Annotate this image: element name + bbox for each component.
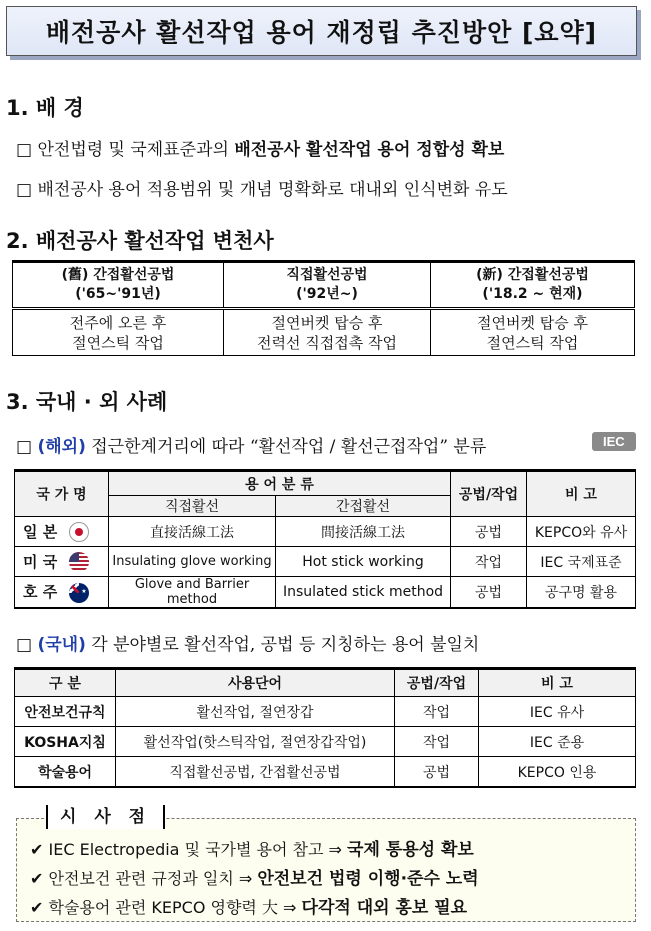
history-col-2-head: 직접활선공법 ('92년~) — [224, 262, 431, 309]
word-cell: 활선작업(핫스틱작업, 절연장갑작업) — [116, 727, 395, 757]
direct-term: Insulating glove working — [109, 547, 276, 577]
section-2-heading: 2. 배전공사 활선작업 변천사 — [6, 229, 274, 253]
domestic-text: 각 분야별로 활선작업, 공법 등 지칭하는 용어 불일치 — [85, 635, 480, 655]
history-col-1-body: 전주에 오른 후 절연스틱 작업 — [13, 309, 224, 356]
document-title: 배전공사 활선작업 용어 재정립 추진방안 [요약] — [45, 18, 598, 47]
header-direct: 직접활선 — [109, 496, 276, 517]
implication-bold: 다각적 대외 홍보 필요 — [301, 898, 468, 918]
history-col-2-body: 절연버켓 탑승 후 전력선 직접접촉 작업 — [224, 309, 431, 356]
header-method: 공법/작업 — [451, 471, 527, 517]
overseas-text: 접근한계거리에 따라 “활선작업 / 활선근접작업” 분류 — [85, 437, 487, 457]
note-cell: IEC 국제표준 — [527, 547, 636, 577]
word-cell: 직접활선공법, 간접활선공법 — [116, 757, 395, 788]
note-cell: KEPCO와 유사 — [527, 517, 636, 547]
domestic-table — [14, 667, 636, 788]
method-cell: 공법 — [395, 757, 479, 788]
method-cell: 공법 — [451, 517, 527, 547]
implication-text: IEC Electropedia 및 국가별 용어 참고 ⇒ — [48, 840, 348, 859]
header-country: 국 가 명 — [15, 471, 109, 517]
indirect-term: 間接活線工法 — [276, 517, 451, 547]
header-used-word: 사용단어 — [116, 669, 395, 697]
overseas-table — [14, 469, 636, 609]
domestic-bullet — [16, 630, 479, 655]
note-cell: IEC 유사 — [479, 697, 636, 727]
table-row — [15, 547, 636, 577]
direct-term: 直接活線工法 — [109, 517, 276, 547]
header-method: 공법/작업 — [395, 669, 479, 697]
header-indirect: 간접활선 — [276, 496, 451, 517]
table-row — [15, 577, 636, 609]
direct-term: Glove and Barrier method — [109, 577, 276, 609]
history-table — [12, 260, 635, 356]
check-icon: ✔ — [30, 840, 44, 859]
implication-item — [30, 893, 467, 918]
note-cell: 공구명 활용 — [527, 577, 636, 609]
category-cell: 안전보건규칙 — [15, 697, 116, 727]
implication-item — [30, 864, 479, 889]
country-name: 호 주 — [23, 583, 58, 602]
header-term-classification: 용 어 분 류 — [109, 471, 451, 496]
section-3-heading: 3. 국내 · 외 사례 — [6, 390, 168, 414]
section-1-bullet-2 — [16, 175, 508, 200]
note-cell: IEC 준용 — [479, 727, 636, 757]
domestic-tag: (국내) — [37, 635, 86, 655]
word-cell: 활선작업, 절연장갑 — [116, 697, 395, 727]
implication-bold: 국제 통용성 확보 — [347, 840, 474, 860]
table-row — [15, 697, 636, 727]
method-cell: 공법 — [451, 577, 527, 609]
header-note: 비 고 — [527, 471, 636, 517]
category-cell: KOSHA지침 — [15, 727, 116, 757]
implication-item — [30, 835, 474, 860]
overseas-bullet — [16, 432, 486, 457]
country-name: 미 국 — [23, 552, 58, 571]
iec-badge: IEC — [592, 432, 636, 451]
note-cell: KEPCO 인용 — [479, 757, 636, 788]
implications-title: 시 사 점 — [46, 805, 165, 829]
japan-flag-icon — [69, 522, 89, 542]
implication-text: 안전보건 관련 규정과 일치 ⇒ — [48, 869, 258, 888]
checkbox-icon: □ — [16, 140, 33, 160]
history-col-3-head: (新) 간접활선공법 ('18.2 ~ 현재) — [431, 262, 635, 309]
header-category: 구 분 — [15, 669, 116, 697]
history-col-3-body: 절연버켓 탑승 후 절연스틱 작업 — [431, 309, 635, 356]
table-row — [15, 757, 636, 788]
indirect-term: Insulated stick method — [276, 577, 451, 609]
table-row — [15, 517, 636, 547]
implication-text: 학술용어 관련 KEPCO 영향력 大 ⇒ — [48, 898, 302, 917]
overseas-tag: (해외) — [37, 437, 86, 457]
title-box — [6, 6, 637, 56]
method-cell: 작업 — [395, 697, 479, 727]
checkbox-icon: □ — [16, 437, 33, 457]
bullet-text: 안전법령 및 국제표준과의 — [37, 140, 235, 160]
australia-flag-icon: ★ — [69, 583, 89, 603]
method-cell: 작업 — [395, 727, 479, 757]
category-cell: 학술용어 — [15, 757, 116, 788]
country-name: 일 본 — [23, 522, 58, 541]
section-1-heading: 1. 배 경 — [6, 96, 84, 120]
method-cell: 작업 — [451, 547, 527, 577]
check-icon: ✔ — [30, 869, 44, 888]
bullet-bold-text: 배전공사 활선작업 용어 정합성 확보 — [234, 140, 505, 160]
bullet-text: 배전공사 용어 적용범위 및 개념 명확화로 대내외 인식변화 유도 — [37, 180, 508, 200]
section-1-bullet-1 — [16, 135, 504, 160]
header-note: 비 고 — [479, 669, 636, 697]
indirect-term: Hot stick working — [276, 547, 451, 577]
table-row — [15, 727, 636, 757]
implication-bold: 안전보건 법령 이행·준수 노력 — [257, 869, 479, 889]
checkbox-icon: □ — [16, 180, 33, 200]
check-icon: ✔ — [30, 898, 44, 917]
checkbox-icon: □ — [16, 635, 33, 655]
history-col-1-head: (舊) 간접활선공법 ('65~'91년) — [13, 262, 224, 309]
usa-flag-icon — [69, 552, 89, 572]
